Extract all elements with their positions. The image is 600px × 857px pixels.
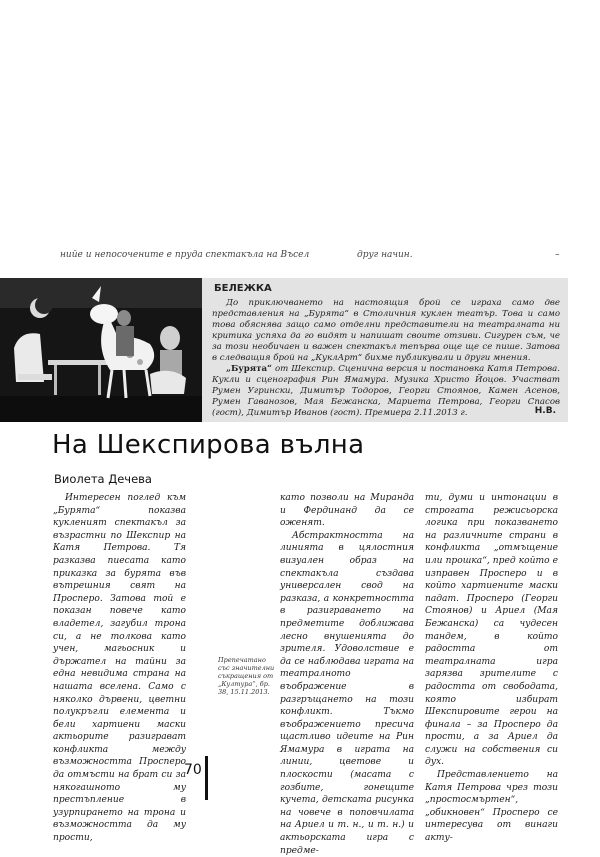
clipped-dash: – — [555, 250, 560, 260]
article-column-2 — [280, 492, 414, 856]
column-2-paragraph-1: като позволи на Миранда и Фердинанд да се оженят. — [280, 493, 414, 529]
note-credits-title: „Бурята“ — [226, 364, 272, 374]
reprint-note: Препечатано със значителни съкращения от „Култура“, бр. 38, 15.11.2013. — [218, 656, 275, 696]
note-credits — [212, 364, 560, 419]
editor-note-box — [202, 278, 568, 422]
note-credits-text: от Шекспир. Сценична версия и постановка Катя Петрова. Кукли и сценография Рин Ямамура. Музика Христо Йоцов. Участват Румен Угрински, Димитър Тодоров, Георги Стоянов, Камен Асенов, Румен Гаванозов, Мая Бежанска, Мариета Петрова, Георги Спасов (гост), Димитър Иванов (гост). Премиера 2.11.2013 г. — [212, 364, 560, 418]
column-1-text: Интересен поглед към „Бурята“ показва кукленият спектакъл за възрастни по Шекспир на Катя Петрова. Тя разказва пиесата като приказка за бурята във вътрешния свят на Просперо. Затова той е показан повече като владетел, загубил трона си, а не толкова като учен, магьосник и държател на тайни за една невидима страна на нашата вселена. Само с няколко дървени, цветни полукръгли елемента и бели хартиени маски актьорите разиграват конфликта между възможността Просперо да отмъсти на брат си за някогашното му престъпление в узурпирането на трона и възможността да му прости, — [53, 493, 186, 844]
note-signature: Н.В. — [534, 406, 556, 416]
note-heading: БЕЛЕЖКА — [214, 283, 272, 294]
clipped-text-left: нийе и непосочените е пруда спектакъла на Bъсел — [60, 250, 310, 260]
note-body — [212, 298, 560, 419]
article-title: На Шекспирова вълна — [52, 430, 365, 460]
article-author: Виолета Дечева — [54, 472, 152, 486]
column-2-paragraph-2: Абстрактността на линията в цялостния визуален образ на спектакъла създава универсален свод на разказа, а конкретността в разиграването на предметите доближава лесно внушенията до зрителя. Удоволствие е да се наблюдава играта на театралното въображение в разгръщането на този конфликт. Тъкмо въображението пресича щастливо идеите на Рин Ямамура в играта на линии, цветове и плоскости (масата с гозбите, гонещите кучета, детската рисунка на човече в поповчилата на Ариел и т. н., и т. н.) и актьорската игра с предме- — [280, 530, 414, 856]
clipped-previous-text — [0, 246, 600, 262]
clipped-text-right: друг начин. — [357, 250, 413, 260]
puppet-show-photo — [0, 278, 202, 422]
column-3-paragraph-2: Представлението на Катя Петрова чрез този „простосмъртен“, „обикновен“ Просперо се интересува от винаги акту- — [425, 770, 558, 844]
puppet-photo-drawing — [0, 278, 202, 422]
column-3-paragraph-1: ти, думи и интонации в строгата режисьорска логика при показването на различните страни в конфликта „отмъщение или прошка“, пред който е изправен Просперо и в който хартиените маски падат. Просперо (Георги Стоянов) и Ариел (Мая Бежанска) са чудесен тандем, в който радостта от театралната игра зарязва зрителите с радостта от свободата, която избират Шекспировите герои на финала – за Просперо да прости, а за Ариел да служи на собствения си дух. — [425, 493, 558, 768]
note-paragraph: До приключването на настоящия брой се играха само две представления на „Бурята“ в Столичния куклен театър. Това и само това обяснява защо само отделни представители на театралната ни критика успяха да го видят и напишат своите отзиви. Сигурен съм, че за този необичаен и важен спектакъл тепърва още ще се пише. Затова в следващия брой на „КуклАрт“ бихме публикували и други мнения. — [212, 298, 560, 363]
page-number-bar — [205, 756, 208, 800]
page-number: 70 — [184, 762, 202, 778]
article-column-3 — [425, 492, 558, 844]
article-column-1 — [53, 492, 186, 844]
